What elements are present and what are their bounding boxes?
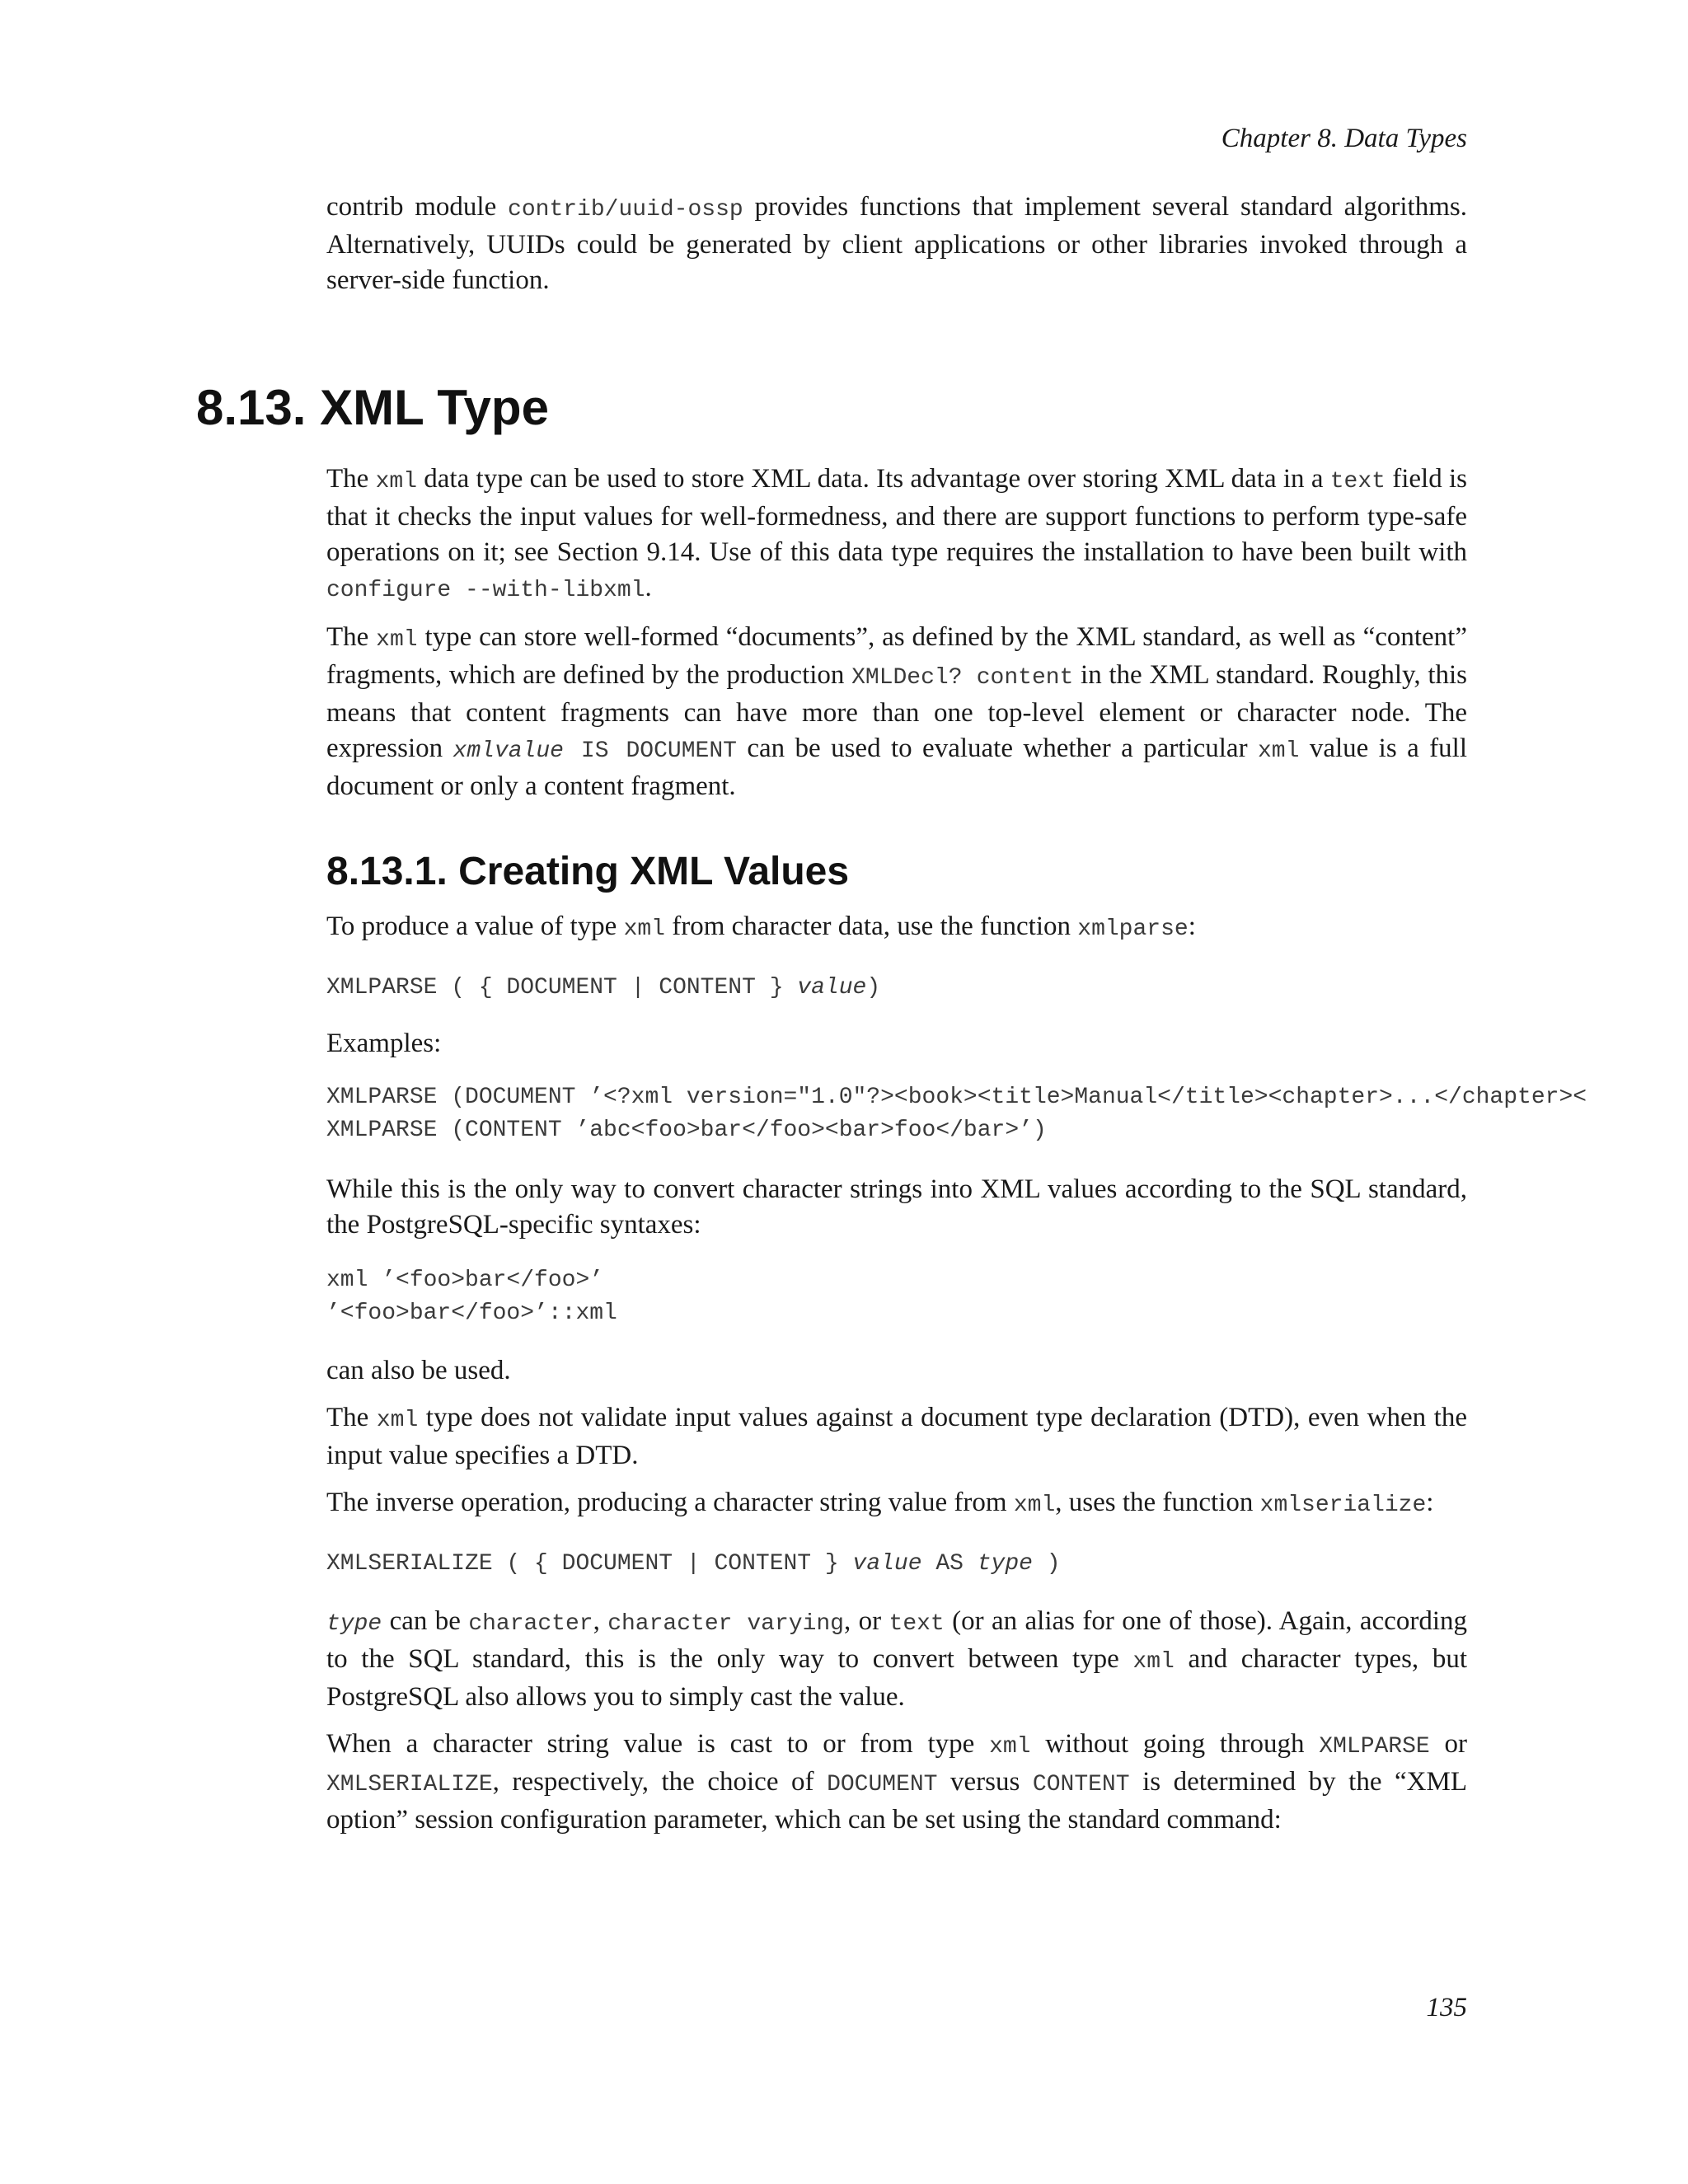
- text: , respectively, the choice of: [492, 1767, 828, 1797]
- inline-code: xmlserialize: [1259, 1493, 1427, 1518]
- inline-code: configure --with-libxml: [326, 578, 645, 603]
- code-text: XMLPARSE ( { DOCUMENT | CONTENT }: [326, 975, 798, 1001]
- inline-code: xml: [989, 1734, 1031, 1760]
- paragraph-dtd: [326, 1400, 1467, 1474]
- inline-code: xml: [623, 916, 665, 942]
- paragraph-sql-standard: While this is the only way to convert character strings into XML values according to the SQL standard, the PostgreSQL-specific syntaxes:: [326, 1174, 1467, 1240]
- text: type does not validate input values against a document type declaration (DTD), even when the input value specifies a DTD.: [326, 1403, 1467, 1470]
- inline-code: xml: [376, 1408, 419, 1433]
- text: :: [1188, 912, 1196, 941]
- text: The: [326, 1403, 377, 1432]
- examples-label: Examples:: [326, 1029, 442, 1058]
- code-text: AS: [921, 1551, 978, 1577]
- paragraph-produce-value: [326, 909, 1467, 947]
- inline-code: xml: [1013, 1493, 1056, 1518]
- inline-code: contrib/uuid-ossp: [508, 197, 743, 223]
- section-body: [326, 462, 1587, 1849]
- paragraph-xml-option: [326, 1727, 1467, 1838]
- paragraph-xml-type: [326, 462, 1467, 608]
- inline-code: CONTENT: [1032, 1772, 1130, 1797]
- running-header: Chapter 8. Data Types: [1221, 124, 1467, 153]
- text: provides functions that implement several standard algorithms. Alternatively, UUIDs could be generated by client applications or other libraries invoked through a server-side function.: [326, 192, 1467, 295]
- page-content: [326, 190, 1467, 310]
- code-line: xml ’<foo>bar</foo>’: [326, 1268, 604, 1293]
- syntax-xmlserialize: [326, 1548, 1467, 1581]
- code-line: XMLPARSE (CONTENT ’abc<foo>bar</foo><bar>foo</bar>’): [326, 1118, 1047, 1143]
- inline-code: character varying: [607, 1611, 844, 1637]
- inline-code: IS DOCUMENT: [563, 738, 737, 764]
- section-title: 8.13. XML Type: [196, 380, 549, 435]
- text: without going through: [1030, 1729, 1320, 1759]
- text: versus: [937, 1767, 1033, 1797]
- text: data type can be used to store XML data. Its advantage over storing XML data in a: [417, 464, 1330, 494]
- text: value is a full document or only a content fragment.: [326, 733, 1467, 801]
- inline-code-italic: type: [326, 1611, 382, 1637]
- text: The: [326, 464, 376, 494]
- text: from character data, use the function: [664, 912, 1078, 941]
- code-text: ): [1032, 1551, 1061, 1577]
- code-italic: value: [797, 975, 867, 1001]
- inline-code: XMLDecl? content: [851, 665, 1074, 691]
- examples-code-block: [326, 1081, 1587, 1147]
- text: field is that it checks the input values for well-formedness, and there are support functions to perform type-safe operations on it; see Section 9.14. Use of this data type requires the installation to have been built with: [326, 464, 1468, 567]
- page-number: 135: [1426, 1993, 1467, 2022]
- text: To produce a value of type: [326, 912, 624, 941]
- paragraph-also-used: can also be used.: [326, 1356, 511, 1385]
- inline-code: xmlparse: [1077, 916, 1189, 942]
- subsection-title: 8.13.1. Creating XML Values: [326, 850, 850, 893]
- code-line: XMLPARSE (DOCUMENT ’<?xml version="1.0"?><book><title>Manual</title><chapter>...</chapter><: [326, 1085, 1587, 1110]
- inline-code: XMLSERIALIZE: [326, 1772, 493, 1797]
- text: can be: [382, 1606, 469, 1636]
- paragraph-type-can-be: [326, 1604, 1467, 1715]
- text: .: [645, 573, 652, 602]
- text: When a character string value is cast to or from type: [326, 1729, 990, 1759]
- text: is determined by the “XML option” session configuration parameter, which can be set using the standard command:: [326, 1767, 1467, 1835]
- code-text: ): [866, 975, 881, 1001]
- code-italic: value: [852, 1551, 922, 1577]
- text: The inverse operation, producing a character string value from: [326, 1488, 1014, 1517]
- inline-code: character: [468, 1611, 593, 1637]
- inline-code: xml: [376, 627, 418, 653]
- text: (or an alias for one of those). Again, according to the SQL standard, this is the only way to convert between type: [326, 1606, 1467, 1674]
- text: type can store well-formed “documents”, as defined by the XML standard, as well as “content” fragments, which are defined by the production: [326, 622, 1467, 690]
- text: can be used to evaluate whether a particular: [736, 733, 1258, 763]
- inline-code: XMLPARSE: [1319, 1734, 1430, 1760]
- inline-code: text: [1329, 469, 1386, 494]
- code-line: ’<foo>bar</foo>’::xml: [326, 1301, 617, 1326]
- text: , uses the function: [1055, 1488, 1260, 1517]
- text: contrib module: [326, 192, 509, 222]
- text: ,: [593, 1606, 608, 1636]
- text: and character types, but PostgreSQL also allows you to simply cast the value.: [326, 1644, 1467, 1712]
- text: , or: [844, 1606, 889, 1636]
- paragraph-inverse-operation: [326, 1485, 1467, 1523]
- intro-paragraph: [326, 190, 1467, 298]
- inline-code: text: [889, 1611, 945, 1637]
- text: The: [326, 622, 377, 652]
- text: or: [1429, 1729, 1467, 1759]
- inline-code: DOCUMENT: [827, 1772, 938, 1797]
- inline-code: xml: [1132, 1649, 1175, 1675]
- syntax-xmlparse: [326, 972, 1467, 1005]
- inline-code-italic: xmlvalue: [452, 738, 564, 764]
- inline-code: xml: [375, 469, 418, 494]
- inline-code: xml: [1257, 738, 1300, 764]
- cast-code-block: [326, 1264, 1467, 1330]
- text: in the XML standard. Roughly, this means that content fragments can have more than one top-level element or character node. The expression: [326, 660, 1468, 763]
- text: :: [1426, 1488, 1434, 1517]
- code-italic: type: [977, 1551, 1033, 1577]
- paragraph-documents-content: [326, 620, 1467, 804]
- code-text: XMLSERIALIZE ( { DOCUMENT | CONTENT }: [326, 1551, 853, 1577]
